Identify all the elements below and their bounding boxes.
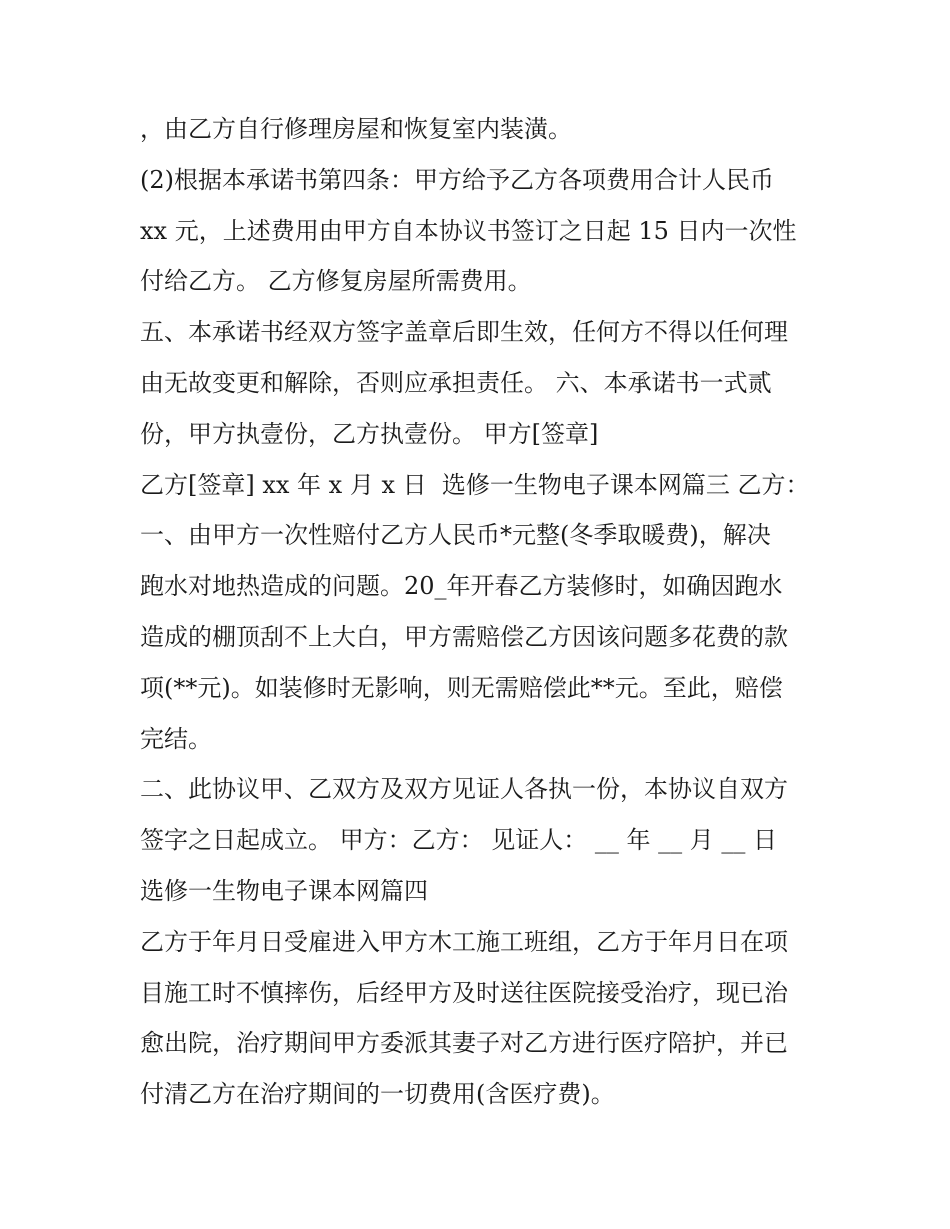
- text-line: xx 元，上述费用由甲方自本协议书签订之日起 15 日内一次性: [140, 216, 797, 245]
- text-line: 愈出院，治疗期间甲方委派其妻子对乙方进行医疗陪护，并已: [140, 1029, 788, 1058]
- section-heading: 选修一生物电子课本网篇四: [140, 876, 428, 905]
- text-line: 签字之日起成立。 甲方：乙方： 见证人： __ 年 __ 月 __ 日: [140, 826, 778, 855]
- text-line: (2)根据本承诺书第四条：甲方给予乙方各项费用合计人民币: [140, 165, 774, 194]
- text-line: 份，甲方执壹份，乙方执壹份。 甲方[签章]: [140, 419, 599, 448]
- text-line: 项(**元)。如装修时无影响，则无需赔偿此**元。至此，赔偿: [140, 673, 783, 702]
- text-line: 目施工时不慎摔伤，后经甲方及时送往医院接受治疗，现已治: [140, 978, 788, 1007]
- text-line: 一、由甲方一次性赔付乙方人民币*元整(冬季取暖费)，解决: [140, 521, 771, 550]
- text-line: 乙方[签章] xx 年 x 月 x 日 选修一生物电子课本网篇三 乙方：: [140, 470, 810, 499]
- text-line: 由无故变更和解除，否则应承担责任。 六、本承诺书一式贰: [140, 368, 772, 397]
- text-line: 完结。: [140, 724, 212, 753]
- document-body: [140, 104, 820, 1120]
- text-line: ，由乙方自行修理房屋和恢复室内装潢。: [140, 115, 572, 143]
- text-line: 跑水对地热造成的问题。20_年开春乙方装修时，如确因跑水: [140, 572, 783, 601]
- text-line: 二、此协议甲、乙双方及双方见证人各执一份，本协议自双方: [140, 775, 788, 804]
- text-line: 付清乙方在治疗期间的一切费用(含医疗费)。: [140, 1080, 615, 1109]
- text-line: 五、本承诺书经双方签字盖章后即生效，任何方不得以任何理: [140, 318, 788, 347]
- text-line: 乙方于年月日受雇进入甲方木工施工班组，乙方于年月日在项: [140, 927, 788, 956]
- text-line: 造成的棚顶刮不上大白，甲方需赔偿乙方因该问题多花费的款: [140, 622, 788, 651]
- text-line: 付给乙方。 乙方修复房屋所需费用。: [140, 267, 532, 296]
